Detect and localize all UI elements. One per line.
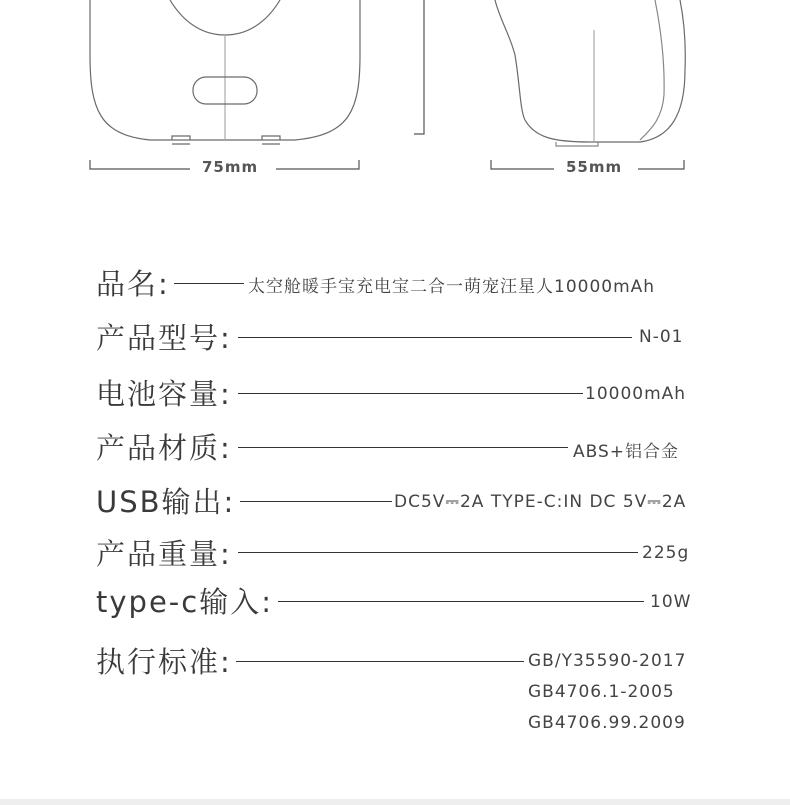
spec-leader-line: [238, 337, 632, 338]
bottom-divider: [0, 799, 790, 805]
standard-value-3: GB4706.99.2009: [528, 713, 686, 733]
spec-leader-line: [278, 601, 644, 602]
spec-leader-line: [174, 283, 244, 284]
spec-leader-line: [240, 501, 395, 502]
spec-row-material: [96, 426, 694, 466]
spec-label: 产品重量:: [96, 532, 234, 573]
spec-value: DC5V⎓2A TYPE-C:IN DC 5V⎓2A: [394, 492, 687, 512]
spec-leader-line: [238, 552, 638, 553]
front-view-face: [170, 0, 280, 35]
spec-row-model: [96, 316, 694, 356]
spec-label: USB输出:: [96, 480, 237, 521]
spec-row-usb: [96, 480, 694, 520]
spec-label: 品名:: [96, 262, 172, 303]
spec-leader-line: [238, 447, 568, 448]
spec-value: N-01: [639, 327, 684, 347]
spec-row-name: [96, 262, 694, 302]
standard-value-2: GB4706.1-2005: [528, 682, 675, 702]
side-view-back: [640, 0, 664, 140]
spec-label: 电池容量:: [96, 372, 234, 413]
spec-label: 产品材质:: [96, 426, 234, 467]
spec-row-typec: [96, 580, 694, 620]
spec-row-standard: [96, 640, 694, 680]
spec-value: 10000mAh: [585, 384, 687, 404]
spec-label: 产品型号:: [96, 316, 234, 357]
spec-label: type-c输入:: [96, 580, 275, 621]
spec-value: ABS+铝合金: [571, 437, 679, 462]
spec-leader-line: [236, 661, 524, 662]
spec-row-capacity: [96, 372, 694, 412]
spec-value: 10W: [650, 592, 692, 612]
product-line-drawing: [0, 0, 790, 200]
depth-dimension-label: 55mm: [560, 158, 628, 176]
spec-leader-line: [238, 393, 584, 394]
spec-row-weight: [96, 532, 694, 572]
spec-value: 225g: [642, 543, 690, 563]
height-dimension-line: [414, 0, 424, 134]
spec-value: 太空舱暖手宝充电宝二合一萌宠汪星人10000mAh: [246, 272, 655, 297]
width-dimension-label: 75mm: [196, 158, 264, 176]
spec-label: 执行标准:: [96, 640, 234, 681]
spec-value: GB/Y35590-2017: [528, 651, 687, 671]
